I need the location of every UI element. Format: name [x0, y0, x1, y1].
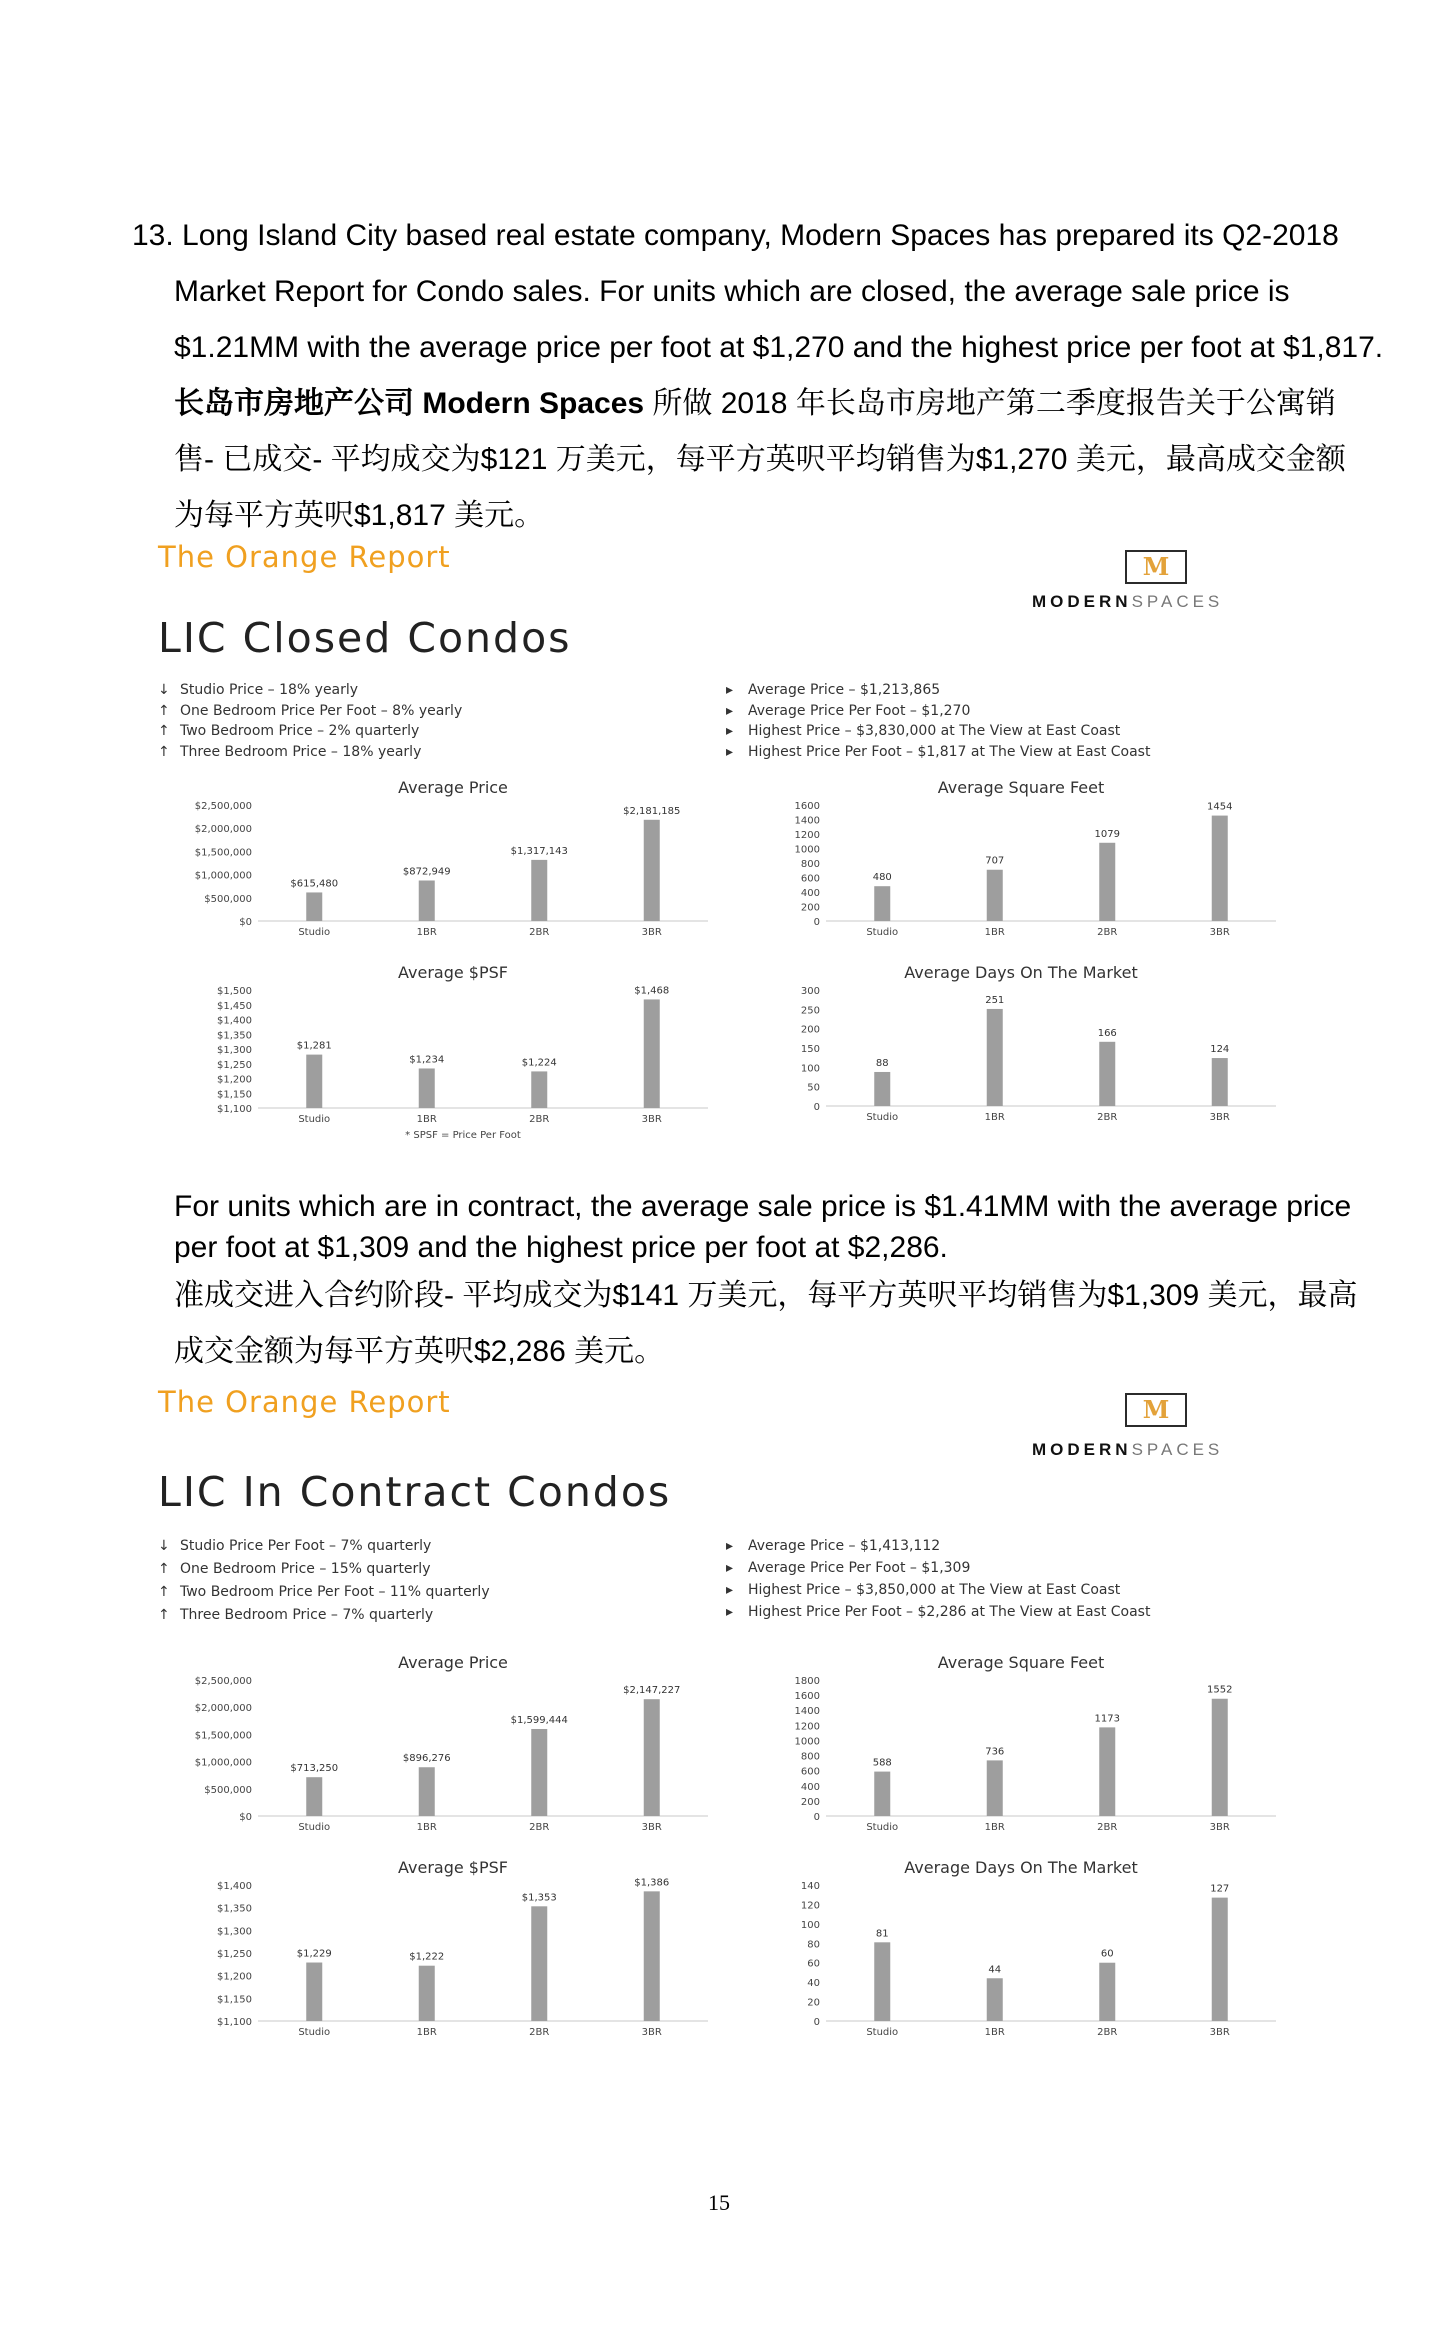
data-label: $1,224 — [521, 1057, 557, 1069]
bar — [1099, 1963, 1115, 2021]
logo-word-light: SPACES — [1131, 592, 1224, 611]
y-tick-label: $1,150 — [217, 1994, 252, 2006]
bullet-text: Two Bedroom Price – 2% quarterly — [180, 723, 420, 739]
bullet-item — [726, 1579, 1150, 1601]
data-label: 166 — [1097, 1027, 1117, 1039]
x-tick-label: Studio — [866, 1822, 899, 1833]
bar — [306, 1777, 322, 1816]
y-tick-label: 800 — [800, 1751, 820, 1763]
bullet-text: Highest Price – $3,830,000 at The View at East Coast — [748, 723, 1121, 739]
bullet-text: Average Price – $1,213,865 — [748, 682, 941, 698]
contract-zh-line-1: 准成交进入合约阶段- 平均成交为$141 万美元，每平方英呎平均销售为$1,309 美元，最高 — [174, 1279, 1358, 1312]
data-label: 124 — [1210, 1044, 1230, 1056]
intro-line-1: 13. Long Island City based real estate company, Modern Spaces has prepared its Q2-2018 — [132, 219, 1339, 252]
y-tick-label: $1,500 — [217, 986, 252, 997]
x-tick-label: 1BR — [416, 2027, 437, 2038]
y-tick-label: 400 — [800, 888, 820, 899]
logo-word-bold: MODERN — [1032, 592, 1132, 611]
intro-zh-line-2: 售- 已成交- 平均成交为$121 万美元，每平方英呎平均销售为$1,270 美元，最高成交金额 — [174, 443, 1346, 476]
bar — [1212, 816, 1228, 921]
bar — [306, 1055, 322, 1108]
y-tick-label: 1400 — [794, 815, 820, 827]
triangle-bullet-icon: ▸ — [726, 743, 734, 760]
x-tick-label: 1BR — [984, 2027, 1005, 2038]
intro-line-2: Market Report for Condo sales. For units which are closed, the average sale price is — [174, 275, 1290, 308]
chart-contract-average-psf — [158, 1855, 718, 2045]
y-tick-label: 40 — [807, 1978, 820, 1990]
data-label: $1,281 — [296, 1040, 332, 1052]
y-tick-label: 140 — [800, 1881, 820, 1892]
logo-m-icon: M — [1142, 552, 1170, 581]
y-tick-label: 20 — [807, 1997, 820, 2009]
y-tick-label: $1,200 — [217, 1971, 252, 1983]
y-tick-label: 60 — [807, 1958, 820, 1970]
bullet-item — [158, 742, 462, 763]
data-label: 1552 — [1207, 1684, 1233, 1696]
bar — [987, 1760, 1003, 1816]
chart-contract-average-price — [158, 1650, 718, 1840]
data-label: $1,229 — [296, 1948, 332, 1960]
chart-title: Average $PSF — [398, 1858, 508, 1877]
y-tick-label: 1000 — [794, 844, 820, 856]
y-tick-label: 0 — [813, 1812, 820, 1823]
chart-title: Average Days On The Market — [904, 1858, 1138, 1877]
triangle-bullet-icon: ▸ — [726, 1560, 734, 1576]
page-number: 15 — [708, 2190, 730, 2215]
bar — [419, 880, 435, 921]
bullet-list-right-contract — [726, 1535, 1150, 1623]
y-tick-label: 400 — [800, 1781, 820, 1793]
y-tick-label: 150 — [800, 1044, 820, 1055]
section-title-closed: LIC Closed Condos — [158, 614, 572, 662]
bar — [874, 886, 890, 921]
y-tick-label: 0 — [813, 917, 820, 928]
chart-title: Average Days On The Market — [904, 963, 1138, 982]
bullet-item — [158, 1581, 490, 1604]
bar — [419, 1767, 435, 1816]
y-tick-label: 200 — [800, 1024, 820, 1036]
bar — [1099, 1042, 1115, 1106]
bullet-text: Three Bedroom Price – 18% yearly — [180, 743, 422, 760]
bar — [531, 1071, 547, 1108]
company-name: 长岛市房地产公司 Modern Spaces — [174, 387, 645, 420]
x-tick-label: 1BR — [416, 1822, 437, 1833]
bar — [1099, 1727, 1115, 1816]
data-label: 44 — [988, 1964, 1002, 1976]
bullet-item — [726, 1601, 1150, 1623]
bar — [644, 1699, 660, 1816]
arrow-down-icon: ↓ — [158, 1538, 170, 1554]
bar — [874, 1942, 890, 2021]
bullet-text: One Bedroom Price Per Foot – 8% yearly — [180, 702, 463, 719]
data-label: 60 — [1100, 1948, 1114, 1960]
bar — [644, 1891, 660, 2021]
bullet-text: Highest Price Per Foot – $1,817 at The View at East Coast — [748, 743, 1151, 760]
data-label: 480 — [872, 872, 892, 884]
intro-zh-line-1 — [132, 376, 1383, 432]
x-tick-label: Studio — [298, 927, 331, 938]
y-tick-label: 600 — [800, 1766, 820, 1778]
data-label: $1,353 — [521, 1892, 557, 1904]
chart-footnote: * SPSF = Price Per Foot — [405, 1130, 521, 1141]
bullet-text: Three Bedroom Price – 7% quarterly — [180, 1607, 434, 1623]
bar — [1212, 1699, 1228, 1816]
y-tick-label: $2,500,000 — [194, 801, 252, 812]
x-tick-label: 2BR — [529, 927, 550, 938]
chart-closed-average-price — [158, 775, 718, 945]
y-tick-label: $2,000,000 — [194, 1703, 252, 1715]
chart-title: Average $PSF — [398, 963, 508, 982]
x-tick-label: 2BR — [1097, 2027, 1118, 2038]
bullet-text: Studio Price Per Foot – 7% quarterly — [180, 1538, 432, 1554]
y-tick-label: 120 — [800, 1900, 820, 1912]
chart-title: Average Square Feet — [937, 1653, 1105, 1672]
bullet-item — [726, 701, 1150, 722]
x-tick-label: 2BR — [529, 1114, 550, 1125]
data-label: 88 — [875, 1057, 889, 1069]
chart-contract-days-on-market — [726, 1855, 1286, 2045]
intro-zh-line-1-rest: 所做 2018 年长岛市房地产第二季度报告关于公寓销 — [644, 387, 1336, 420]
x-tick-label: 2BR — [1097, 1112, 1118, 1123]
y-tick-label: $1,300 — [217, 1926, 252, 1938]
x-tick-label: 1BR — [984, 927, 1005, 938]
arrow-up-icon: ↑ — [158, 743, 170, 760]
y-tick-label: 600 — [800, 873, 820, 885]
logo-m-icon: M — [1142, 1395, 1170, 1424]
x-tick-label: 3BR — [641, 1114, 662, 1125]
data-label: 1173 — [1094, 1713, 1120, 1725]
y-tick-label: $1,350 — [217, 1903, 252, 1915]
y-tick-label: $1,400 — [217, 1015, 252, 1027]
y-tick-label: 50 — [807, 1082, 820, 1094]
x-tick-label: Studio — [298, 1114, 331, 1125]
arrow-up-icon: ↑ — [158, 1561, 170, 1577]
x-tick-label: 1BR — [416, 1114, 437, 1125]
contract-paragraph — [174, 1186, 1351, 1268]
section-title-in-contract: LIC In Contract Condos — [158, 1468, 672, 1516]
bullet-text: Average Price Per Foot – $1,270 — [748, 702, 971, 719]
modern-spaces-wordmark — [1032, 1440, 1223, 1460]
bar — [531, 1729, 547, 1816]
y-tick-label: 100 — [800, 1919, 820, 1931]
data-label: $713,250 — [290, 1763, 339, 1775]
bar — [1099, 843, 1115, 921]
bar — [306, 892, 322, 921]
contract-zh-paragraph — [174, 1268, 1358, 1380]
logo-word-light: SPACES — [1131, 1440, 1224, 1459]
y-tick-label: 300 — [800, 986, 820, 997]
bullet-item — [726, 742, 1150, 763]
x-tick-label: 2BR — [529, 2027, 550, 2038]
x-tick-label: Studio — [866, 2027, 899, 2038]
bullet-text: One Bedroom Price – 15% quarterly — [180, 1561, 431, 1577]
bar — [644, 820, 660, 921]
x-tick-label: 1BR — [984, 1822, 1005, 1833]
data-label: 707 — [985, 855, 1005, 867]
arrow-up-icon: ↑ — [158, 702, 170, 719]
bar — [987, 1009, 1003, 1106]
bar — [1212, 1058, 1228, 1106]
bar — [306, 1963, 322, 2021]
y-tick-label: $2,000,000 — [194, 824, 252, 836]
y-tick-label: $1,250 — [217, 1949, 252, 1960]
bullet-text: Average Price – $1,413,112 — [748, 1538, 941, 1554]
triangle-bullet-icon: ▸ — [726, 723, 734, 739]
bullet-text: Studio Price – 18% yearly — [180, 682, 359, 698]
arrow-up-icon: ↑ — [158, 1584, 170, 1600]
bar — [987, 870, 1003, 921]
bullet-text: Two Bedroom Price Per Foot – 11% quarterly — [180, 1584, 490, 1600]
modern-spaces-logo-mark — [1125, 550, 1187, 584]
x-tick-label: 3BR — [641, 1822, 662, 1833]
bar — [531, 860, 547, 921]
bar — [644, 999, 660, 1108]
y-tick-label: 80 — [807, 1939, 820, 1951]
y-tick-label: 200 — [800, 1796, 820, 1808]
data-label: $872,949 — [402, 866, 451, 878]
data-label: 588 — [872, 1757, 892, 1769]
chart-closed-average-psf — [158, 960, 718, 1150]
y-tick-label: $1,300 — [217, 1045, 252, 1056]
y-tick-label: 1600 — [794, 1691, 820, 1703]
y-tick-label: $500,000 — [204, 893, 252, 905]
data-label: 736 — [985, 1746, 1005, 1758]
y-tick-label: $1,000,000 — [194, 1757, 252, 1769]
intro-paragraph — [132, 208, 1383, 544]
x-tick-label: Studio — [866, 1112, 899, 1123]
arrow-down-icon: ↓ — [158, 682, 170, 698]
x-tick-label: Studio — [298, 1822, 331, 1833]
chart-title: Average Price — [398, 1653, 508, 1672]
bullet-text: Average Price Per Foot – $1,309 — [748, 1560, 971, 1576]
x-tick-label: 3BR — [1209, 927, 1230, 938]
contract-zh-line-2: 成交金额为每平方英呎$2,286 美元。 — [174, 1335, 665, 1368]
x-tick-label: 2BR — [529, 1822, 550, 1833]
x-tick-label: Studio — [298, 2027, 331, 2038]
chart-title: Average Square Feet — [937, 778, 1105, 797]
arrow-up-icon: ↑ — [158, 723, 170, 739]
y-tick-label: $1,450 — [217, 1000, 252, 1012]
y-tick-label: $1,100 — [217, 1104, 252, 1115]
y-tick-label: $1,500,000 — [194, 847, 252, 859]
modern-spaces-logo-mark — [1125, 1393, 1187, 1427]
bullet-item — [158, 1535, 490, 1558]
y-tick-label: $1,100 — [217, 2017, 252, 2028]
x-tick-label: 3BR — [1209, 1112, 1230, 1123]
data-label: $1,386 — [634, 1877, 670, 1889]
y-tick-label: 1400 — [794, 1706, 820, 1718]
y-tick-label: 250 — [800, 1005, 820, 1017]
bullet-item — [726, 1557, 1150, 1579]
x-tick-label: 2BR — [1097, 927, 1118, 938]
x-tick-label: 1BR — [984, 1112, 1005, 1123]
data-label: $2,181,185 — [623, 805, 681, 817]
chart-contract-average-sqft — [726, 1650, 1286, 1840]
y-tick-label: 800 — [800, 859, 820, 870]
x-tick-label: 3BR — [641, 2027, 662, 2038]
data-label: 1079 — [1094, 828, 1120, 840]
data-label: 251 — [985, 994, 1005, 1006]
y-tick-label: 1200 — [794, 830, 820, 841]
brand-orange-report: The Orange Report — [158, 540, 451, 574]
bullet-list-right-closed — [726, 680, 1150, 762]
y-tick-label: $1,350 — [217, 1030, 252, 1042]
y-tick-label: $0 — [239, 917, 252, 928]
data-label: $1,599,444 — [510, 1714, 568, 1726]
y-tick-label: $1,400 — [217, 1881, 252, 1892]
bar — [874, 1772, 890, 1816]
data-label: $896,276 — [402, 1753, 451, 1765]
triangle-bullet-icon: ▸ — [726, 1582, 734, 1598]
x-tick-label: Studio — [866, 927, 899, 938]
bar — [1212, 1898, 1228, 2021]
x-tick-label: 3BR — [1209, 2027, 1230, 2038]
data-label: $1,317,143 — [510, 845, 568, 857]
y-tick-label: 1600 — [794, 801, 820, 812]
data-label: $1,222 — [409, 1951, 445, 1963]
y-tick-label: 200 — [800, 902, 820, 914]
x-tick-label: 3BR — [1209, 1822, 1230, 1833]
intro-line-3: $1.21MM with the average price per foot at $1,270 and the highest price per foot at $1,817. — [174, 331, 1384, 364]
y-tick-label: $1,150 — [217, 1089, 252, 1101]
chart-title: Average Price — [398, 778, 508, 797]
triangle-bullet-icon: ▸ — [726, 1538, 734, 1554]
bullet-item — [726, 1535, 1150, 1557]
triangle-bullet-icon: ▸ — [726, 1604, 734, 1620]
y-tick-label: 1000 — [794, 1736, 820, 1748]
y-tick-label: $1,500,000 — [194, 1730, 252, 1742]
bar — [874, 1072, 890, 1106]
bullet-list-left-contract — [158, 1535, 490, 1627]
y-tick-label: $1,000,000 — [194, 870, 252, 882]
bar — [987, 1978, 1003, 2021]
bullet-item — [726, 721, 1150, 742]
bar — [419, 1068, 435, 1108]
bullet-item — [158, 1604, 490, 1627]
chart-closed-average-sqft — [726, 775, 1286, 945]
bullet-item — [726, 680, 1150, 701]
bullet-item — [158, 680, 462, 701]
data-label: 127 — [1210, 1883, 1230, 1895]
triangle-bullet-icon: ▸ — [726, 702, 734, 719]
bar — [531, 1906, 547, 2021]
x-tick-label: 3BR — [641, 927, 662, 938]
y-tick-label: $500,000 — [204, 1784, 252, 1796]
contract-line-2: per foot at $1,309 and the highest price per foot at $2,286. — [174, 1231, 948, 1264]
data-label: 81 — [875, 1928, 889, 1940]
brand-orange-report: The Orange Report — [158, 1385, 451, 1419]
y-tick-label: $1,200 — [217, 1074, 252, 1086]
bullet-list-left-closed — [158, 680, 462, 762]
y-tick-label: 1800 — [794, 1676, 820, 1687]
bar — [419, 1966, 435, 2021]
data-label: $2,147,227 — [623, 1685, 681, 1697]
y-tick-label: 100 — [800, 1063, 820, 1075]
intro-zh-line-3: 为每平方英呎$1,817 美元。 — [174, 499, 545, 532]
bullet-item — [158, 1558, 490, 1581]
modern-spaces-wordmark — [1032, 592, 1223, 612]
chart-closed-days-on-market — [726, 960, 1286, 1130]
data-label: $615,480 — [290, 878, 339, 890]
y-tick-label: $2,500,000 — [194, 1676, 252, 1687]
y-tick-label: $0 — [239, 1812, 252, 1823]
y-tick-label: 0 — [813, 1102, 820, 1113]
y-tick-label: $1,250 — [217, 1059, 252, 1071]
logo-word-bold: MODERN — [1032, 1440, 1132, 1459]
data-label: $1,468 — [634, 985, 670, 997]
x-tick-label: 2BR — [1097, 1822, 1118, 1833]
data-label: $1,234 — [409, 1054, 445, 1066]
bullet-item — [158, 721, 462, 742]
y-tick-label: 0 — [813, 2017, 820, 2028]
bullet-text: Highest Price Per Foot – $2,286 at The View at East Coast — [748, 1604, 1151, 1620]
x-tick-label: 1BR — [416, 927, 437, 938]
bullet-item — [158, 701, 462, 722]
bullet-text: Highest Price – $3,850,000 at The View at East Coast — [748, 1582, 1121, 1598]
data-label: 1454 — [1207, 801, 1233, 813]
arrow-up-icon: ↑ — [158, 1607, 170, 1623]
y-tick-label: 1200 — [794, 1721, 820, 1733]
contract-line-1: For units which are in contract, the average sale price is $1.41MM with the average price — [174, 1190, 1352, 1223]
triangle-bullet-icon: ▸ — [726, 682, 734, 698]
